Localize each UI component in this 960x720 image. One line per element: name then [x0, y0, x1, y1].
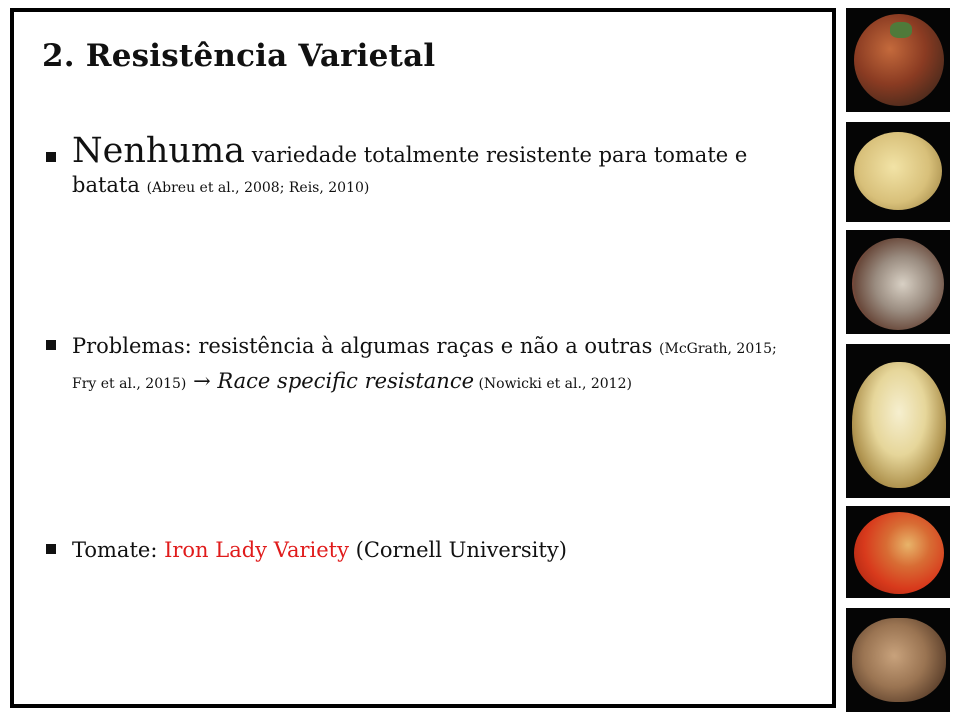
variety-name: Iron Lady Variety: [164, 538, 349, 562]
infected-potato-photo: [846, 344, 950, 498]
square-bullet-icon: [46, 544, 56, 554]
blighted-tomato-photo: [846, 8, 950, 112]
race-specific-term: Race specific resistance: [217, 369, 475, 393]
sliced-potato-photo: [846, 122, 950, 222]
slide-frame: [10, 8, 836, 708]
bullet-body: variedade totalmente resistente para tomate e batata: [72, 143, 748, 197]
dark-potato-photo: [846, 608, 950, 712]
citation: (McGrath, 2015; Fry et al., 2015): [72, 341, 777, 392]
bullet-text: [72, 534, 786, 566]
bullet-text: [72, 330, 786, 400]
square-bullet-icon: [46, 152, 56, 162]
bullet-suffix: (Cornell University): [348, 538, 567, 562]
slide-title: 2. Resistência Varietal: [42, 38, 436, 74]
bullet-body: Problemas: resistência à algumas raças e não a outras: [72, 334, 660, 358]
bullet-no-resistant-variety: [46, 131, 786, 203]
bullet-lead-word: Nenhuma: [72, 131, 246, 171]
bullet-prefix: Tomate:: [72, 538, 165, 562]
rotting-tomato-photo: [846, 230, 950, 334]
citation: (Abreu et al., 2008; Reis, 2010): [146, 180, 370, 196]
square-bullet-icon: [46, 340, 56, 350]
lesioned-tomato-photo: [846, 506, 950, 598]
citation: (Nowicki et al., 2012): [474, 376, 632, 392]
bullet-text: [72, 131, 786, 203]
bullet-problems: [46, 330, 786, 400]
bullet-iron-lady: [46, 534, 786, 566]
arrow-right-icon: →: [186, 369, 218, 393]
